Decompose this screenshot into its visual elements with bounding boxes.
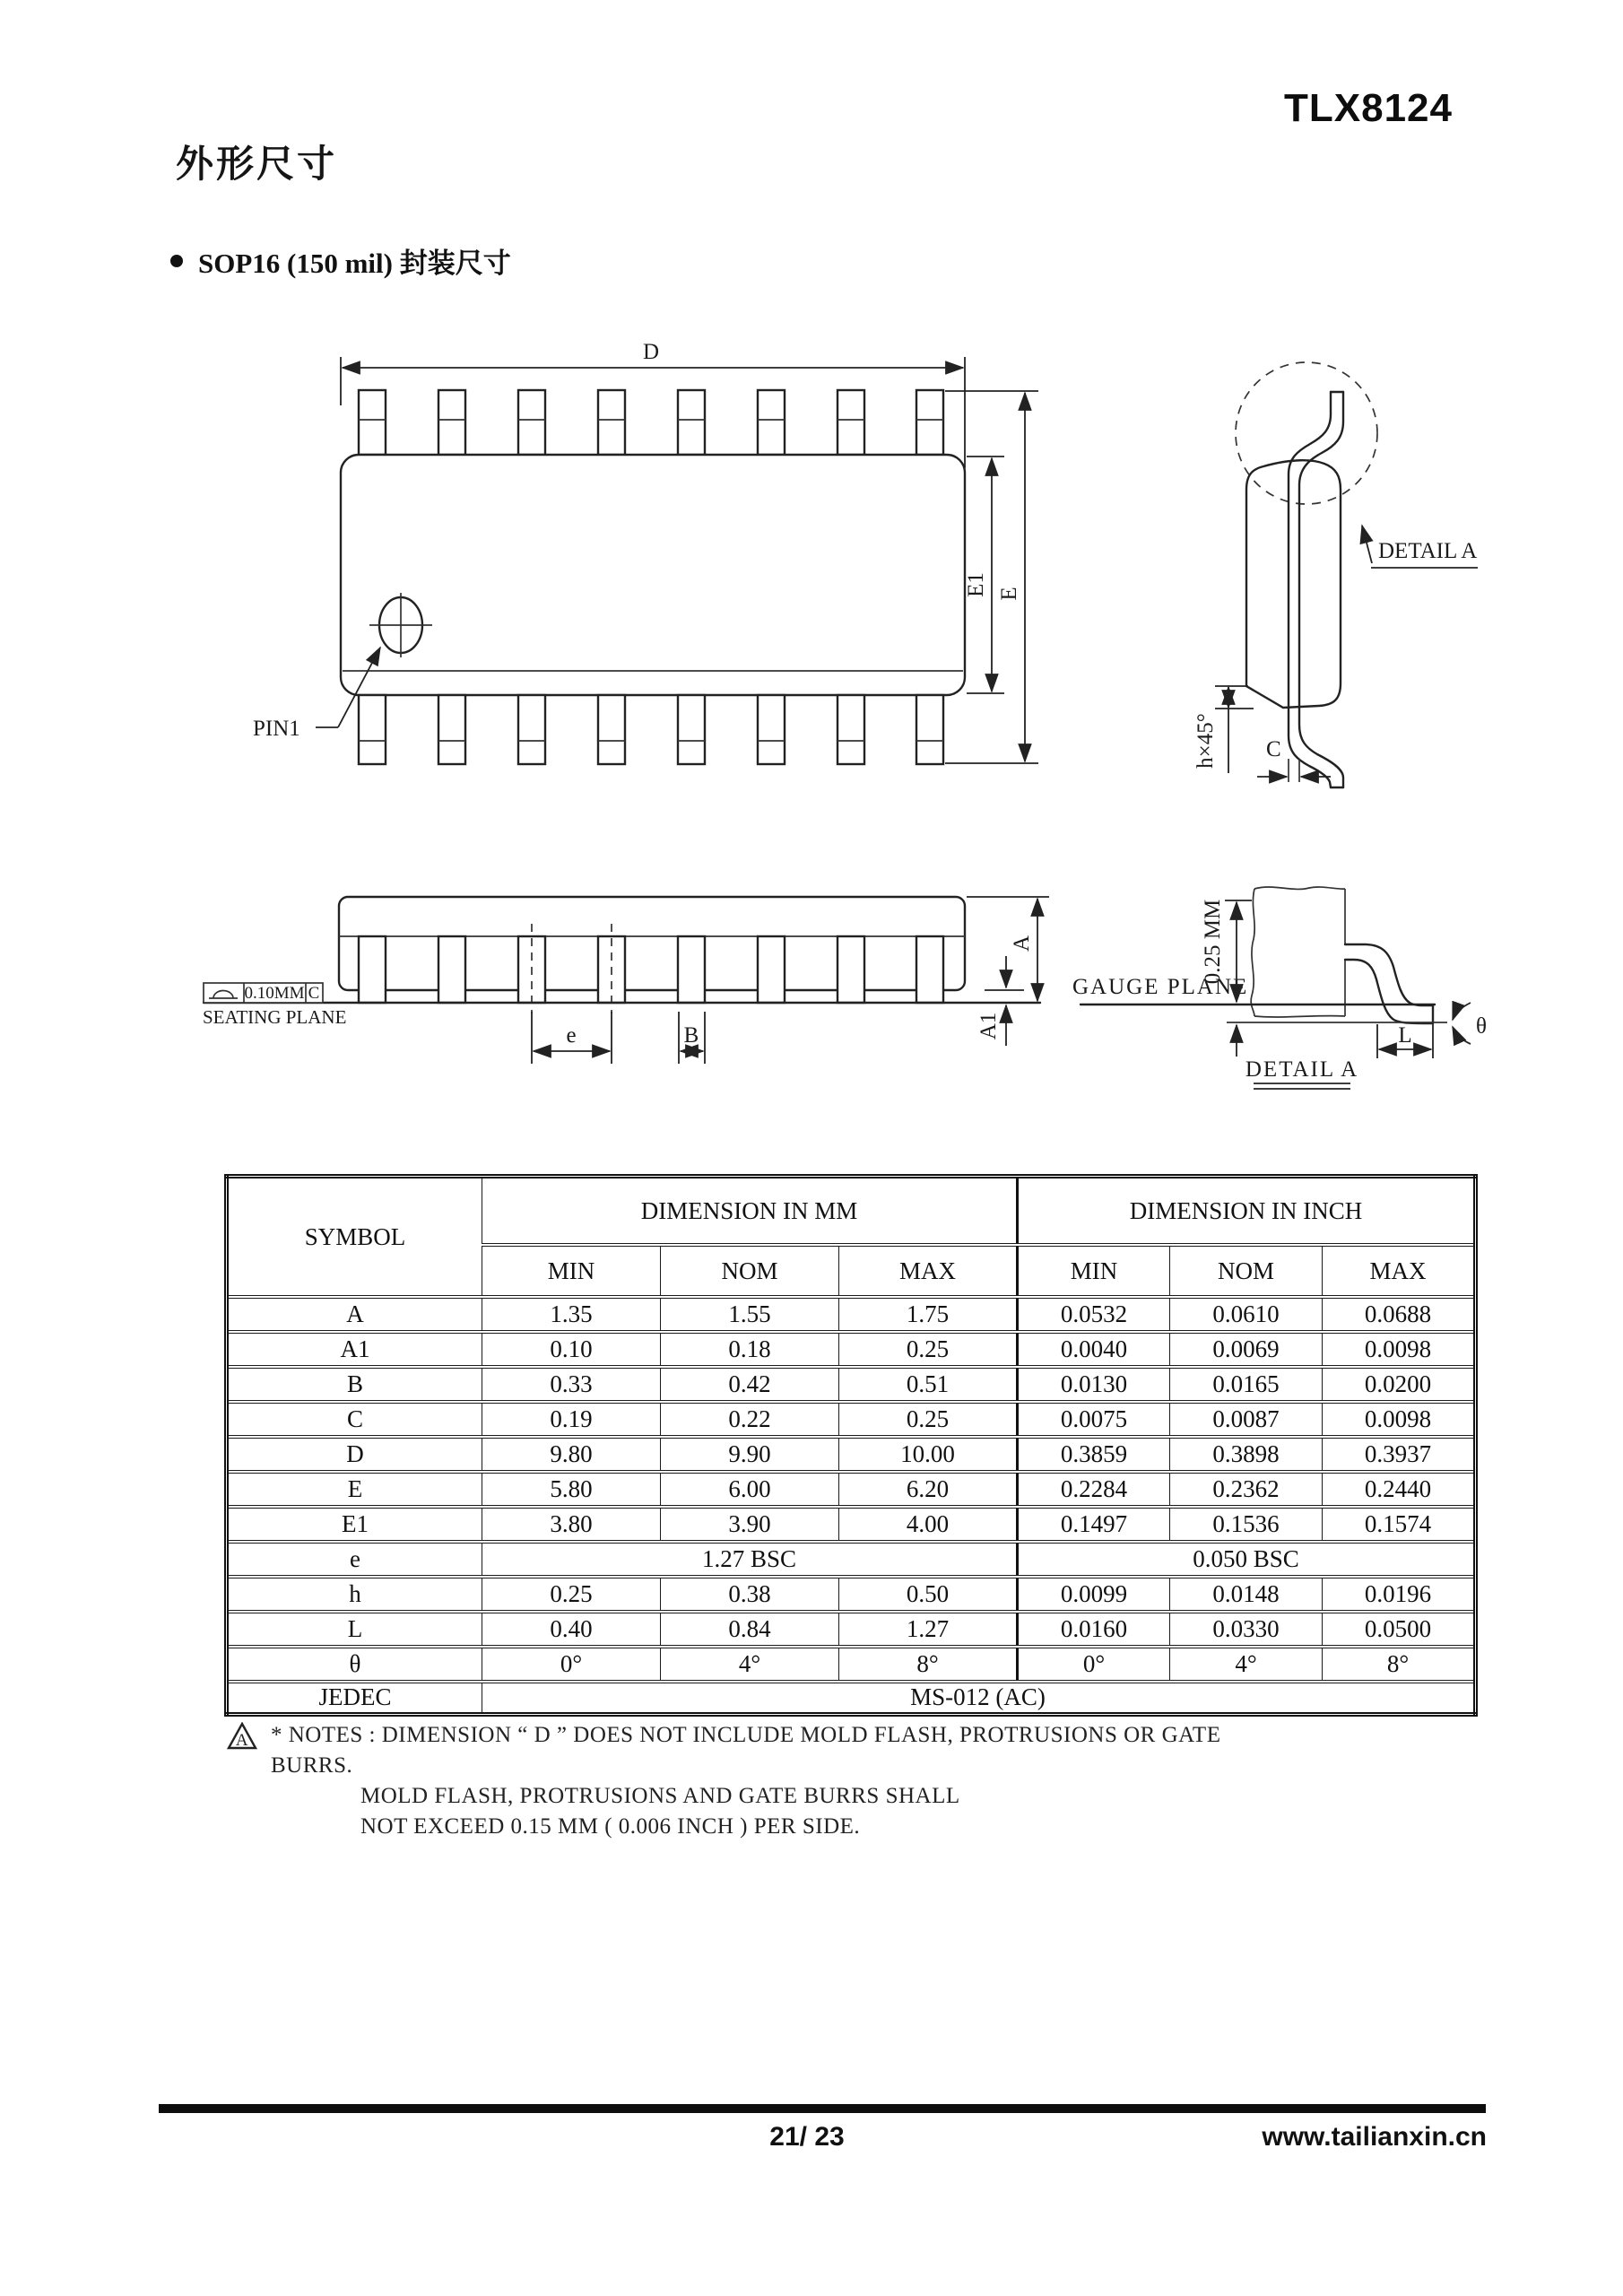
package-body-end-view — [1246, 460, 1341, 708]
col-header-mm-nom: NOM — [661, 1245, 839, 1297]
detail-a-title: DETAIL A — [1245, 1057, 1359, 1082]
table-header-group-row — [227, 1177, 1476, 1246]
revision-triangle-icon — [227, 1722, 257, 1751]
detail-a-callout-label: DETAIL A — [1378, 539, 1478, 563]
body-broken-top-edge — [1254, 887, 1345, 889]
bullet-icon — [170, 255, 183, 267]
table-row: A 1.35 1.55 1.75 0.0532 0.0610 0.0688 — [227, 1297, 1476, 1332]
table-row: L 0.40 0.84 1.27 0.0160 0.0330 0.0500 — [227, 1612, 1476, 1647]
note-line-3 — [360, 1812, 1303, 1842]
pin1-label: PIN1 — [253, 717, 300, 741]
dim-label-e: e — [566, 1023, 577, 1048]
table-row: C 0.19 0.22 0.25 0.0075 0.0087 0.0098 — [227, 1402, 1476, 1437]
table-row: θ 0° 4° 8° 0° 4° 8° — [227, 1647, 1476, 1682]
col-header-mm: DIMENSION IN MM — [482, 1177, 1018, 1246]
notes-block — [227, 1720, 1303, 1842]
flatness-value: 0.10MM — [244, 984, 305, 1003]
jedec-label: JEDEC — [227, 1682, 482, 1714]
doc-number: TLX8124 — [1284, 86, 1453, 130]
note-line-1 — [227, 1720, 1303, 1781]
col-header-inch: DIMENSION IN INCH — [1018, 1177, 1476, 1246]
lead-foot-upper-line — [1345, 944, 1433, 1005]
page-number: 21/ 23 — [769, 2122, 845, 2152]
top-pins — [359, 390, 943, 455]
top-view — [253, 341, 1038, 764]
col-header-symbol: SYMBOL — [227, 1177, 482, 1298]
dim-label-E: E — [997, 587, 1021, 601]
table-row: B 0.33 0.42 0.51 0.0130 0.0165 0.0200 — [227, 1367, 1476, 1402]
table-row: D 9.80 9.90 10.00 0.3859 0.3898 0.3937 — [227, 1437, 1476, 1472]
dim-label-C: C — [1266, 737, 1281, 761]
detail-a-view — [1072, 887, 1487, 1089]
end-view — [1193, 362, 1478, 787]
dim-label-A1: A1 — [976, 1012, 1001, 1040]
dim-label-E1: E1 — [964, 572, 988, 597]
dim-label-A: A — [1010, 935, 1034, 952]
website-link[interactable]: www.tailianxin.cn — [1262, 2122, 1487, 2152]
gauge-plane-label: GAUGE PLANE — [1072, 975, 1249, 999]
seating-plane-label: SEATING PLANE — [203, 1006, 347, 1028]
col-header-mm-min: MIN — [482, 1245, 661, 1297]
table-row: h 0.25 0.38 0.50 0.0099 0.0148 0.0196 — [227, 1577, 1476, 1612]
body-broken-left-edge — [1251, 889, 1254, 1016]
table-row: A1 0.10 0.18 0.25 0.0040 0.0069 0.0098 — [227, 1332, 1476, 1367]
dim-label-B: B — [683, 1023, 699, 1048]
bottom-pins — [359, 695, 943, 764]
svg-text:A: A — [235, 1731, 249, 1750]
table-row-jedec — [227, 1682, 1476, 1714]
table-row: E1 3.80 3.90 4.00 0.1497 0.1536 0.1574 — [227, 1507, 1476, 1542]
table-row-span: e 1.27 BSC 0.050 BSC — [227, 1542, 1476, 1577]
table-row: E 5.80 6.00 6.20 0.2284 0.2362 0.2440 — [227, 1472, 1476, 1507]
package-heading-label: SOP16 (150 mil) 封装尺寸 — [198, 248, 511, 279]
dimension-table — [224, 1174, 1478, 1717]
footer-divider — [159, 2104, 1486, 2113]
dim-label-h45: h×45° — [1193, 713, 1218, 769]
datum-letter: C — [308, 984, 320, 1003]
lead-inner-line — [1299, 392, 1343, 787]
col-header-inch-min: MIN — [1018, 1245, 1170, 1297]
package-body-side-view — [339, 897, 965, 990]
note-text-2: MOLD FLASH, PROTRUSIONS AND GATE BURRS SHALL — [360, 1784, 960, 1808]
note-text-3: NOT EXCEED 0.15 MM ( 0.006 INCH ) PER SIDE. — [360, 1814, 861, 1839]
col-header-mm-max: MAX — [839, 1245, 1018, 1297]
col-header-inch-max: MAX — [1323, 1245, 1476, 1297]
flatness-control-frame — [204, 983, 323, 1003]
note-line-2 — [360, 1781, 1303, 1812]
dim-label-L: L — [1398, 1023, 1412, 1048]
dim-label-theta: θ — [1476, 1014, 1487, 1039]
page-title: 外形尺寸 — [176, 143, 338, 185]
package-body-top-view — [341, 455, 965, 695]
dim-label-D: D — [642, 341, 660, 364]
side-view — [203, 897, 1049, 1064]
detail-a-circle — [1236, 362, 1377, 504]
col-header-inch-nom: NOM — [1170, 1245, 1323, 1297]
package-heading — [170, 240, 511, 281]
jedec-value: MS-012 (AC) — [482, 1682, 1476, 1714]
lead-foot-lower-line — [1345, 960, 1433, 1023]
gauge-offset-label: 0.25 MM — [1201, 899, 1225, 985]
package-outline-drawing — [0, 341, 1623, 1130]
note-text-1: * NOTES : DIMENSION “ D ” DOES NOT INCLUDE MOLD FLASH, PROTRUSIONS OR GATE BURRS. — [271, 1723, 1221, 1778]
